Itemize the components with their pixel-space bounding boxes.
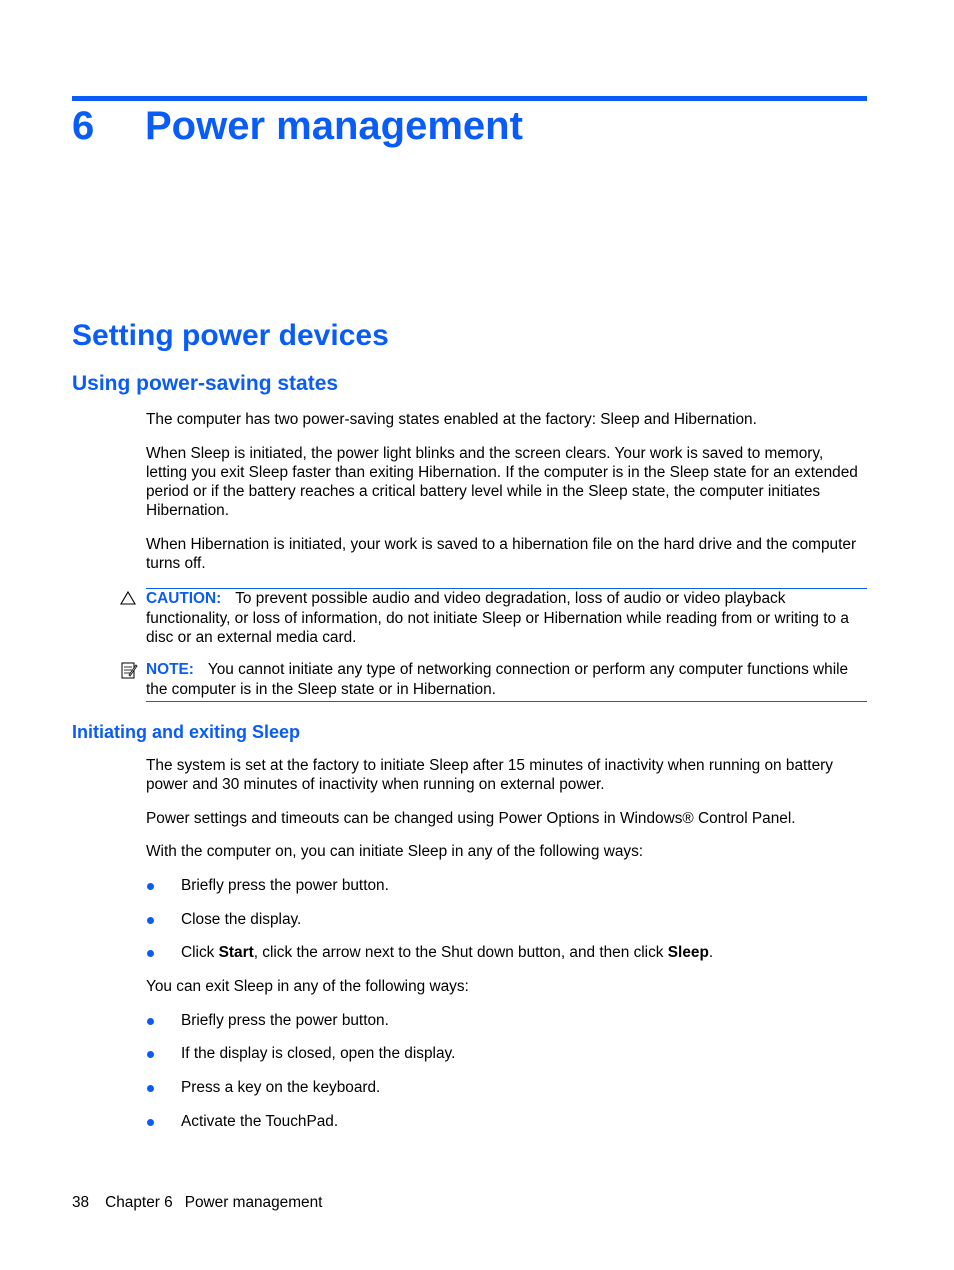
chapter-heading — [72, 100, 523, 152]
footer-chapter: Chapter 6 — [105, 1194, 173, 1211]
chapter-number: 6 — [72, 104, 95, 148]
chapter-title: Power management — [145, 104, 523, 148]
list-item-text: . — [708, 944, 714, 961]
list-item: Briefly press the power button. — [181, 877, 389, 894]
paragraph-2: When Sleep is initiated, the power light blinks and the screen clears. Your work is saved to memory, letting you exit Sleep faster than exiting Hibernation. If the computer is in the Sleep state for an extended period or if the battery reaches a critical battery level while in the Sleep state, the computer initiates Hibernation. — [146, 445, 858, 519]
section-title: Setting power devices — [72, 319, 389, 352]
list-item-text: , click the arrow next to the Shut down button, and then click — [253, 944, 668, 961]
list-item: Activate the TouchPad. — [181, 1113, 339, 1130]
list-item: Close the display. — [181, 911, 302, 928]
caution-text: To prevent possible audio and video degradation, loss of audio or video playback functionality, or loss of information, do not initiate Sleep or Hibernation while reading from or writing to a disc or an external media card. — [146, 590, 849, 646]
list-item — [181, 943, 713, 962]
page-number: 38 — [72, 1194, 90, 1211]
list-item-bold-start: Start — [218, 944, 254, 961]
sleep-paragraph-1: The system is set at the factory to initiate Sleep after 15 minutes of inactivity when running on battery power and 30 minutes of inactivity when running on external power. — [146, 757, 833, 793]
caution-box — [146, 588, 867, 648]
bullet-icon — [146, 1112, 156, 1132]
sleep-paragraph-3: With the computer on, you can initiate Sleep in any of the following ways: — [146, 843, 644, 860]
caution-label: CAUTION: — [146, 590, 222, 607]
note-pad-icon — [120, 661, 138, 681]
list-item: If the display is closed, open the display. — [181, 1045, 456, 1062]
bullet-icon — [146, 910, 156, 930]
bullet-icon — [146, 1044, 156, 1064]
paragraph-1: The computer has two power-saving states enabled at the factory: Sleep and Hibernation. — [146, 411, 757, 428]
page-footer — [72, 1193, 338, 1212]
caution-triangle-icon — [120, 590, 136, 606]
list-item-text: Click — [181, 944, 219, 961]
bullet-icon — [146, 1011, 156, 1031]
note-text: You cannot initiate any type of networking connection or perform any computer functions while the computer is in the Sleep state or in Hibernation. — [146, 661, 849, 698]
footer-title: Power management — [184, 1194, 323, 1211]
paragraph-3: When Hibernation is initiated, your work is saved to a hibernation file on the hard drive and the computer turns off. — [146, 536, 857, 572]
exit-intro: You can exit Sleep in any of the following ways: — [146, 978, 469, 995]
bullet-icon — [146, 943, 156, 963]
bullet-icon — [146, 1078, 156, 1098]
list-item: Briefly press the power button. — [181, 1012, 389, 1029]
note-box — [146, 660, 867, 702]
subsection-title: Using power-saving states — [72, 372, 339, 395]
bullet-icon — [146, 876, 156, 896]
subsubsection-title: Initiating and exiting Sleep — [72, 722, 301, 742]
list-item: Press a key on the keyboard. — [181, 1079, 381, 1096]
sleep-paragraph-2: Power settings and timeouts can be changed using Power Options in Windows® Control Panel. — [146, 810, 796, 827]
note-label: NOTE: — [146, 661, 194, 678]
list-item-bold-sleep: Sleep — [667, 944, 709, 961]
